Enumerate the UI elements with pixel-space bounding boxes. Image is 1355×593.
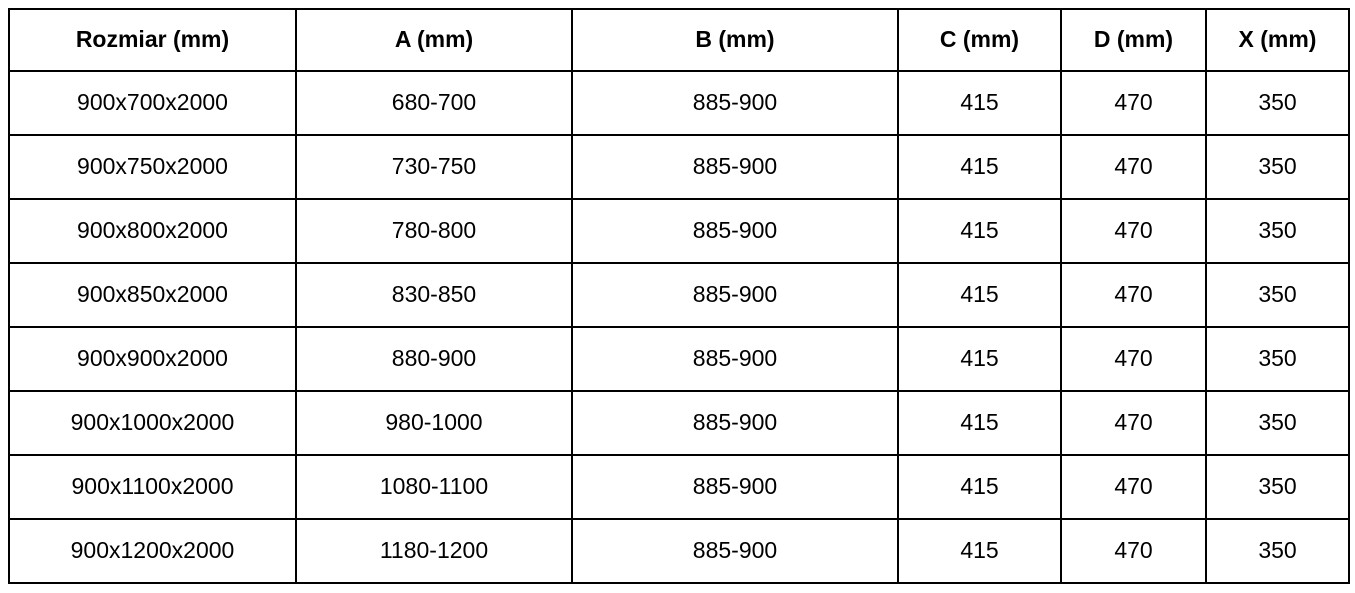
table-cell: 350 xyxy=(1206,519,1349,583)
table-cell: 350 xyxy=(1206,327,1349,391)
table-row xyxy=(9,199,1349,263)
table-cell: 350 xyxy=(1206,71,1349,135)
table-cell: 415 xyxy=(898,519,1061,583)
table-cell: 1180-1200 xyxy=(296,519,572,583)
header-row xyxy=(9,9,1349,71)
table-cell: 415 xyxy=(898,199,1061,263)
table-cell: 885-900 xyxy=(572,71,898,135)
table-cell: 885-900 xyxy=(572,391,898,455)
header-cell-a: A (mm) xyxy=(296,9,572,71)
header-cell-c: C (mm) xyxy=(898,9,1061,71)
table-cell: 900x1200x2000 xyxy=(9,519,296,583)
header-cell-b: B (mm) xyxy=(572,9,898,71)
table-cell: 350 xyxy=(1206,455,1349,519)
table-cell: 470 xyxy=(1061,135,1206,199)
table-cell: 900x1000x2000 xyxy=(9,391,296,455)
table-cell: 900x750x2000 xyxy=(9,135,296,199)
table-cell: 415 xyxy=(898,263,1061,327)
table-cell: 830-850 xyxy=(296,263,572,327)
table-cell: 470 xyxy=(1061,71,1206,135)
table-cell: 980-1000 xyxy=(296,391,572,455)
table-cell: 415 xyxy=(898,327,1061,391)
table-cell: 470 xyxy=(1061,199,1206,263)
header-cell-x: X (mm) xyxy=(1206,9,1349,71)
table-cell: 470 xyxy=(1061,327,1206,391)
header-cell-d: D (mm) xyxy=(1061,9,1206,71)
table-cell: 780-800 xyxy=(296,199,572,263)
header-cell-rozmiar: Rozmiar (mm) xyxy=(9,9,296,71)
table-cell: 470 xyxy=(1061,263,1206,327)
table-cell: 900x800x2000 xyxy=(9,199,296,263)
table-cell: 415 xyxy=(898,71,1061,135)
table-row xyxy=(9,391,1349,455)
table-cell: 885-900 xyxy=(572,135,898,199)
table-cell: 885-900 xyxy=(572,263,898,327)
table-cell: 470 xyxy=(1061,391,1206,455)
table-cell: 470 xyxy=(1061,519,1206,583)
table-cell: 1080-1100 xyxy=(296,455,572,519)
table-cell: 350 xyxy=(1206,391,1349,455)
table-cell: 470 xyxy=(1061,455,1206,519)
table-cell: 900x1100x2000 xyxy=(9,455,296,519)
table-cell: 415 xyxy=(898,135,1061,199)
table-cell: 880-900 xyxy=(296,327,572,391)
table-cell: 900x900x2000 xyxy=(9,327,296,391)
table-row xyxy=(9,455,1349,519)
table-cell: 350 xyxy=(1206,199,1349,263)
table-cell: 350 xyxy=(1206,263,1349,327)
table-cell: 350 xyxy=(1206,135,1349,199)
table-row xyxy=(9,263,1349,327)
size-table xyxy=(8,8,1350,584)
table-cell: 680-700 xyxy=(296,71,572,135)
table-row xyxy=(9,327,1349,391)
table-row xyxy=(9,71,1349,135)
table-cell: 415 xyxy=(898,391,1061,455)
table-cell: 730-750 xyxy=(296,135,572,199)
table-cell: 900x850x2000 xyxy=(9,263,296,327)
table-cell: 885-900 xyxy=(572,199,898,263)
table-row xyxy=(9,135,1349,199)
table-cell: 900x700x2000 xyxy=(9,71,296,135)
table-row xyxy=(9,519,1349,583)
table-cell: 415 xyxy=(898,455,1061,519)
table-cell: 885-900 xyxy=(572,455,898,519)
table-cell: 885-900 xyxy=(572,327,898,391)
table-cell: 885-900 xyxy=(572,519,898,583)
